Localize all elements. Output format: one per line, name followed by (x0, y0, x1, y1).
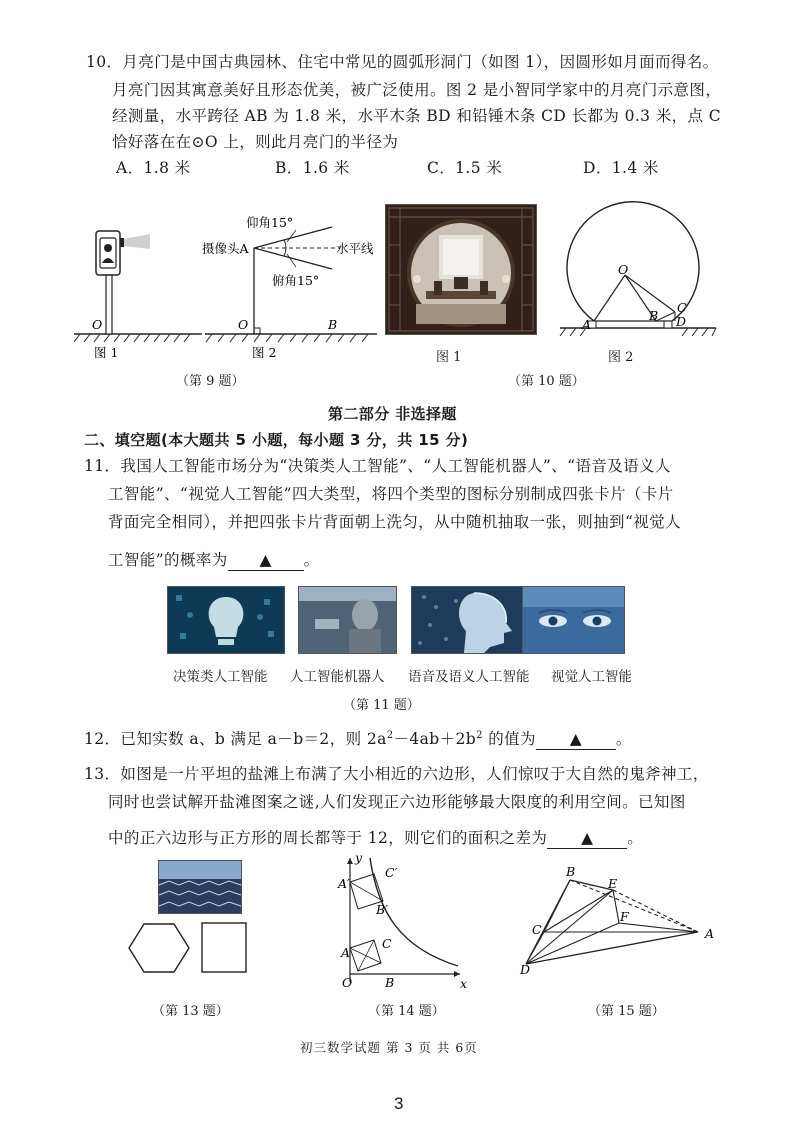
card-image-decision-ai (167, 586, 285, 654)
q10-option-a: A．1.8 米 (116, 159, 191, 177)
q10-figure-label: （第 10 题） (508, 374, 585, 389)
fig14-o-label: O (342, 975, 353, 990)
q13-answer-blank[interactable]: ▲ (547, 828, 627, 849)
q10-option-d: D．1.4 米 (583, 159, 659, 177)
fig10-cap1: 图 1 (436, 350, 462, 365)
q13-line-3-end: 。 (627, 829, 644, 847)
card-image-vision-ai (522, 586, 625, 654)
q15-figure-label: （第 15 题） (588, 1004, 665, 1019)
q11-line-4-end: 。 (303, 551, 320, 569)
hexagon-square-diagram (128, 920, 248, 978)
fig9-down-angle: 俯角15° (272, 273, 320, 288)
fig10-cap2: 图 2 (608, 350, 634, 365)
fig9-o1-label: O (92, 317, 103, 332)
fig15-e-label: E (608, 876, 618, 891)
q12-sup-2: 2 (476, 730, 483, 741)
fig9-cap1: 图 1 (94, 345, 119, 360)
q9-figure (72, 205, 382, 360)
fig9-camera-label: 摄像头A (202, 241, 249, 256)
fig9-o2-label: O (238, 317, 249, 332)
q10-line-1: 10．月亮门是中国古典园林、住宅中常见的圆弧形洞门（如图 1），因圆形如月面而得名。 (86, 53, 719, 71)
q11-line-3: 背面完全相同），并把四张卡片背面朝上洗匀，从中随机抽取一张，则抽到“视觉人 (108, 513, 681, 531)
fig9-cap2: 图 2 (252, 345, 277, 360)
q12-text (84, 726, 632, 750)
fig10-o-label: O (618, 262, 629, 277)
q10-line-3: 经测量，水平跨径 AB 为 1.8 米，水平木条 BD 和铅锤木条 CD 长都为 0.3 米，点 C (112, 107, 722, 125)
triangle-construction-diagram (512, 866, 722, 976)
q12-sup-1: 2 (386, 730, 394, 741)
fig9-b-label: B (328, 317, 338, 332)
q11-line-4-text: 工智能”的概率为 (108, 551, 228, 569)
fig15-d-label: D (520, 962, 531, 977)
card-image-robot-ai (298, 586, 397, 654)
q14-figure-label: （第 14 题） (368, 1004, 445, 1019)
q13-line-3 (108, 828, 643, 849)
q12-part-d: 。 (615, 730, 632, 749)
q11-line-4 (108, 550, 320, 571)
fig15-c-label: C (532, 922, 542, 937)
moon-gate-photo (385, 204, 537, 335)
fig14-y-label: y (355, 850, 363, 865)
card-caption-decision-ai: 决策类人工智能 (173, 669, 268, 685)
fig10-c-label: C (677, 300, 687, 315)
card-image-speech-ai (411, 586, 528, 654)
q12-part-c: 的值为 (482, 730, 536, 749)
fig15-f-label: F (620, 909, 629, 924)
fig14-b-prime-label: B′ (376, 902, 389, 917)
q13-line-1: 13．如图是一片平坦的盐滩上布满了大小相近的六边形，人们惊叹于大自然的鬼斧神工， (84, 765, 709, 783)
fig10-d-label: D (676, 314, 687, 329)
fig10-a-label: A (582, 317, 592, 332)
fig15-b-label: B (566, 864, 576, 879)
card-caption-vision-ai: 视觉人工智能 (551, 669, 632, 685)
hexagon-shape (129, 924, 189, 972)
moon-gate-diagram (558, 208, 718, 340)
q12-part-a: 12．已知实数 a、b 满足 a－b＝2，则 2a (84, 730, 387, 749)
q12-part-b: －4ab＋2b (393, 730, 477, 749)
fig14-a-prime-label: A′ (338, 876, 350, 891)
square-shape (202, 923, 246, 972)
part-two-heading: 第二部分 非选择题 (328, 405, 457, 423)
page-footer: 初三数学试题 第 3 页 共 6页 (300, 1040, 478, 1055)
q9-figure-label: （第 9 题） (176, 374, 245, 389)
q10-option-b: B．1.6 米 (275, 159, 350, 177)
card-caption-speech-ai: 语音及语义人工智能 (408, 669, 530, 685)
q13-line-3-text: 中的正六边形与正方形的周长都等于 12，则它们的面积之差为 (108, 829, 548, 847)
fig10-b-label: B (649, 308, 659, 323)
section-two-heading: 二、填空题(本大题共 5 小题，每小题 3 分，共 15 分) (84, 431, 469, 449)
fig15-a-label: A (705, 926, 715, 941)
page-number: 3 (394, 1094, 404, 1113)
salt-flat-photo (158, 860, 242, 914)
fig14-b-label: B (385, 975, 395, 990)
q10-line-2: 月亮门因其寓意美好且形态优美，被广泛使用。图 2 是小智同学家中的月亮门示意图， (112, 81, 722, 99)
hyperbola-triangle-diagram (330, 852, 470, 992)
q11-figure-label: （第 11 题） (343, 698, 420, 713)
q11-line-1: 11．我国人工智能市场分为“决策类人工智能”、“人工智能机器人”、“语音及语义人 (84, 457, 671, 475)
fig14-c-prime-label: C′ (385, 865, 398, 880)
fig14-c-label: C (382, 936, 392, 951)
card-caption-robot-ai: 人工智能机器人 (290, 669, 385, 685)
q11-line-2: 工智能”、“视觉人工智能”四大类型，将四个类型的图标分别制成四张卡片（卡片 (108, 485, 674, 503)
fig14-x-label: x (460, 976, 468, 991)
q10-option-c: C．1.5 米 (427, 159, 503, 177)
q10-line-4: 恰好落在在⊙O 上，则此月亮门的半径为 (112, 133, 399, 151)
q13-line-2: 同时也尝试解开盐滩图案之谜,人们发现正六边形能够最大限度的利用空间。已知图 (108, 793, 686, 811)
fig9-up-angle: 仰角15° (246, 215, 294, 230)
q12-answer-blank[interactable]: ▲ (536, 729, 616, 750)
q13-figure-label: （第 13 题） (152, 1004, 229, 1019)
fig14-a-label: A (341, 945, 351, 960)
fig9-horizon-label: 水平线 (336, 241, 374, 256)
q11-answer-blank[interactable]: ▲ (228, 550, 304, 571)
